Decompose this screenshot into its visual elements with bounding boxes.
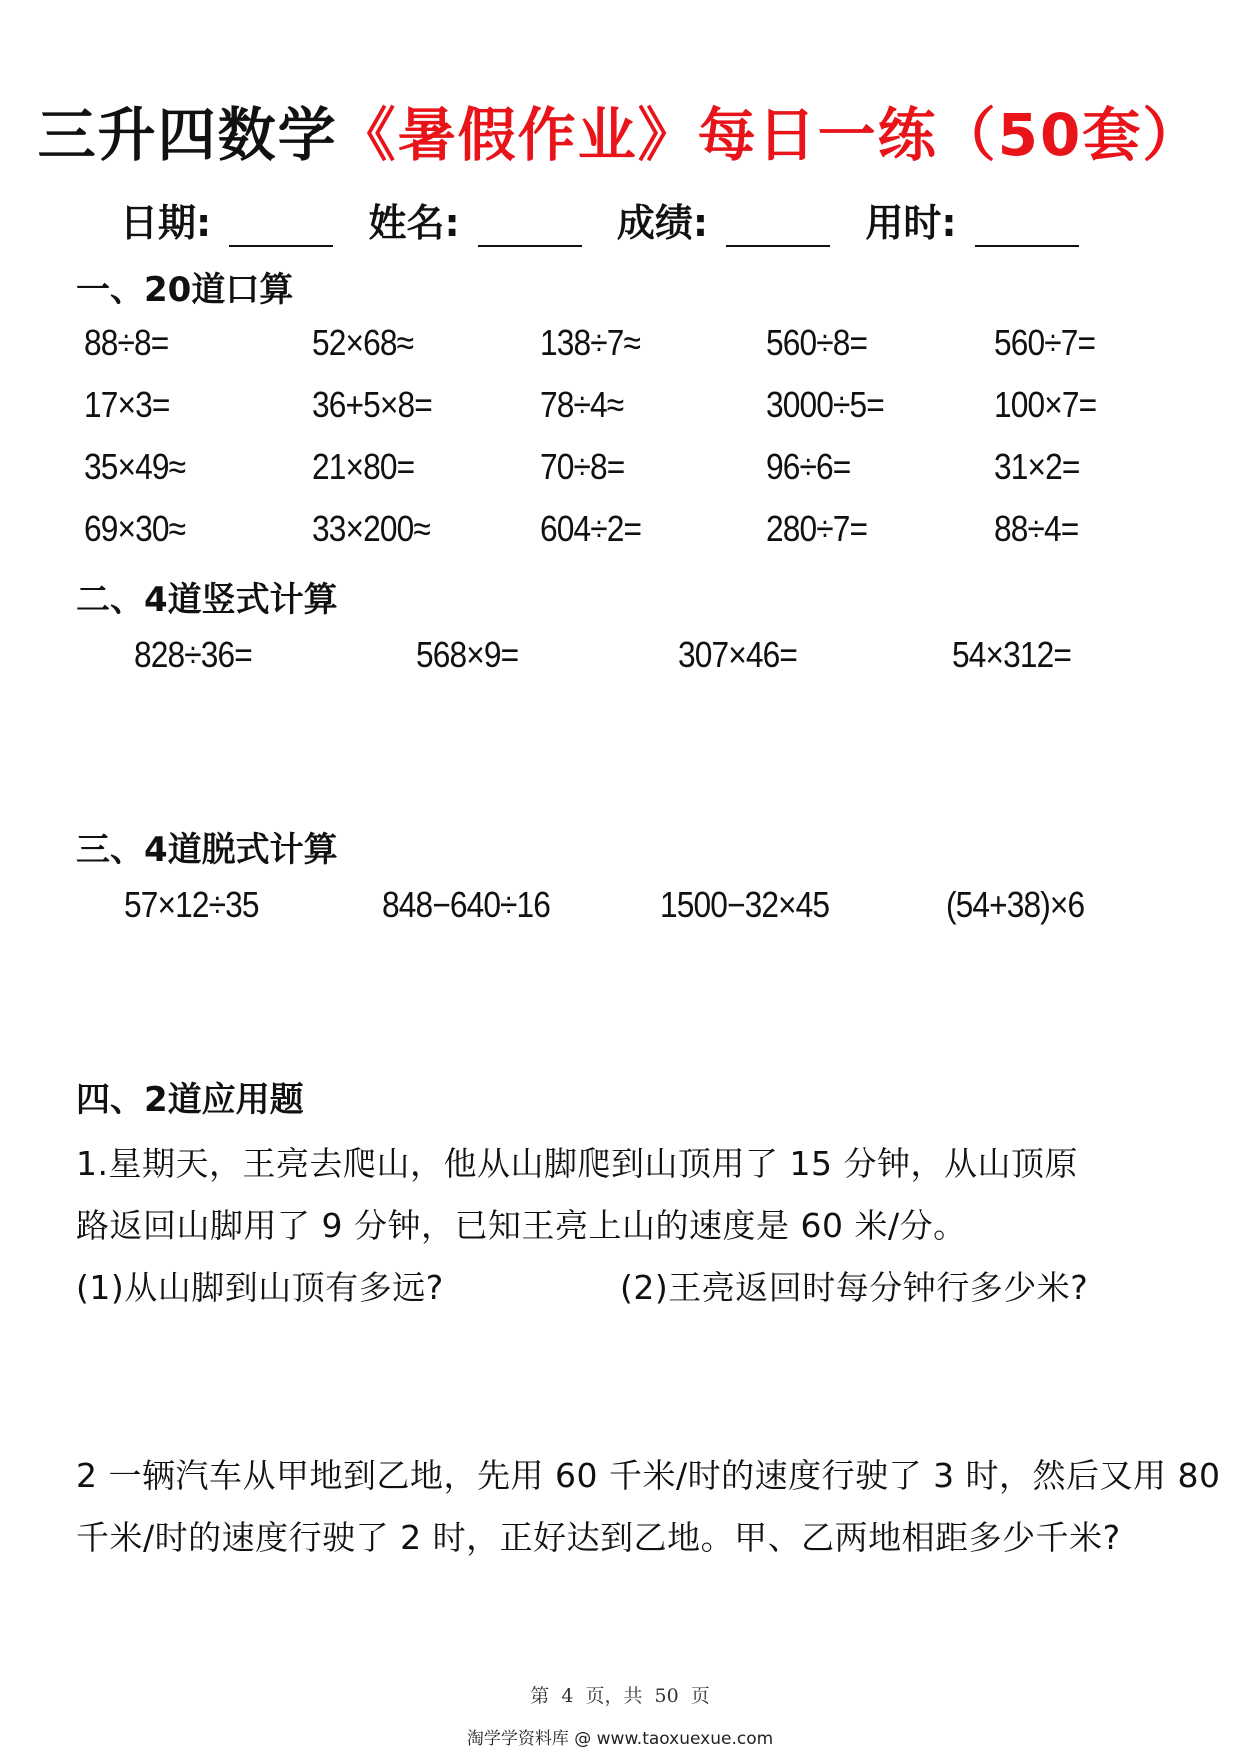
mental-math-item: 88÷8= [84, 322, 169, 363]
mental-math-item: 560÷8= [766, 322, 868, 363]
stepwise-calc-item: (54+38)×6 [946, 884, 1085, 925]
mental-math-item: 21×80= [312, 446, 415, 487]
title-main: 三升四数学 [37, 101, 338, 169]
vertical-calc-item: 307×46= [678, 634, 797, 675]
problem1-question2: (2)王亮返回时每分钟行多少米? [620, 1268, 1089, 1307]
vertical-calc-item: 568×9= [416, 634, 519, 675]
mental-math-item: 36+5×8= [312, 384, 432, 425]
name-label: 姓名: [368, 201, 460, 245]
mental-math-item: 3000÷5= [766, 384, 884, 425]
date-blank[interactable] [229, 211, 333, 247]
mental-math-item: 69×30≈ [84, 508, 186, 549]
problem1-line2: 路返回山脚用了 9 分钟，已知王亮上山的速度是 60 米/分。 [76, 1206, 967, 1245]
mental-math-item: 604÷2= [540, 508, 642, 549]
mental-math-item: 138÷7≈ [540, 322, 640, 363]
page-title [0, 88, 1240, 172]
mental-math-item: 78÷4≈ [540, 384, 624, 425]
time-blank[interactable] [975, 211, 1079, 247]
problem1-question1: (1)从山脚到山顶有多远? [76, 1268, 444, 1307]
score-blank[interactable] [726, 211, 830, 247]
name-field [368, 192, 581, 247]
stepwise-calc-item: 57×12÷35 [124, 884, 259, 925]
date-label: 日期: [120, 201, 212, 245]
mental-math-item: 280÷7= [766, 508, 868, 549]
stepwise-calc-item: 848−640÷16 [382, 884, 551, 925]
score-label: 成绩: [616, 201, 709, 245]
vertical-calc-item: 828÷36= [134, 634, 252, 675]
mental-math-item: 70÷8= [540, 446, 625, 487]
section1-heading: 一、20道口算 [76, 270, 294, 310]
student-info-row [120, 192, 1101, 247]
title-highlight: 《暑假作业》每日一练（50套） [337, 101, 1203, 169]
mental-math-item: 17×3= [84, 384, 170, 425]
section3-heading: 三、4道脱式计算 [76, 830, 338, 870]
time-field [865, 192, 1078, 247]
score-field [617, 192, 830, 247]
problem1-line1: 1.星期天，王亮去爬山，他从山脚爬到山顶用了 15 分钟，从山顶原 [76, 1144, 1078, 1183]
date-field [120, 192, 333, 247]
mental-math-item: 52×68≈ [312, 322, 414, 363]
mental-math-item: 100×7= [994, 384, 1097, 425]
section2-heading: 二、4道竖式计算 [76, 580, 338, 620]
mental-math-item: 560÷7= [994, 322, 1096, 363]
mental-math-item: 88÷4= [994, 508, 1079, 549]
name-blank[interactable] [478, 211, 582, 247]
time-label: 用时: [865, 201, 957, 245]
mental-math-item: 31×2= [994, 446, 1080, 487]
stepwise-calc-item: 1500−32×45 [660, 884, 830, 925]
mental-math-item: 96÷6= [766, 446, 851, 487]
vertical-calc-item: 54×312= [952, 634, 1071, 675]
problem2-line1: 2 一辆汽车从甲地到乙地，先用 60 千米/时的速度行驶了 3 时，然后又用 80 [76, 1456, 1221, 1495]
mental-math-item: 33×200≈ [312, 508, 430, 549]
page-number: 第 4 页，共 50 页 [530, 1685, 710, 1707]
mental-math-item: 35×49≈ [84, 446, 186, 487]
section4-heading: 四、2道应用题 [76, 1080, 304, 1120]
problem2-line2: 千米/时的速度行驶了 2 时，正好达到乙地。甲、乙两地相距多少千米? [76, 1518, 1121, 1557]
source-watermark: 淘学学资料库 @ www.taoxuexue.com [466, 1729, 774, 1749]
